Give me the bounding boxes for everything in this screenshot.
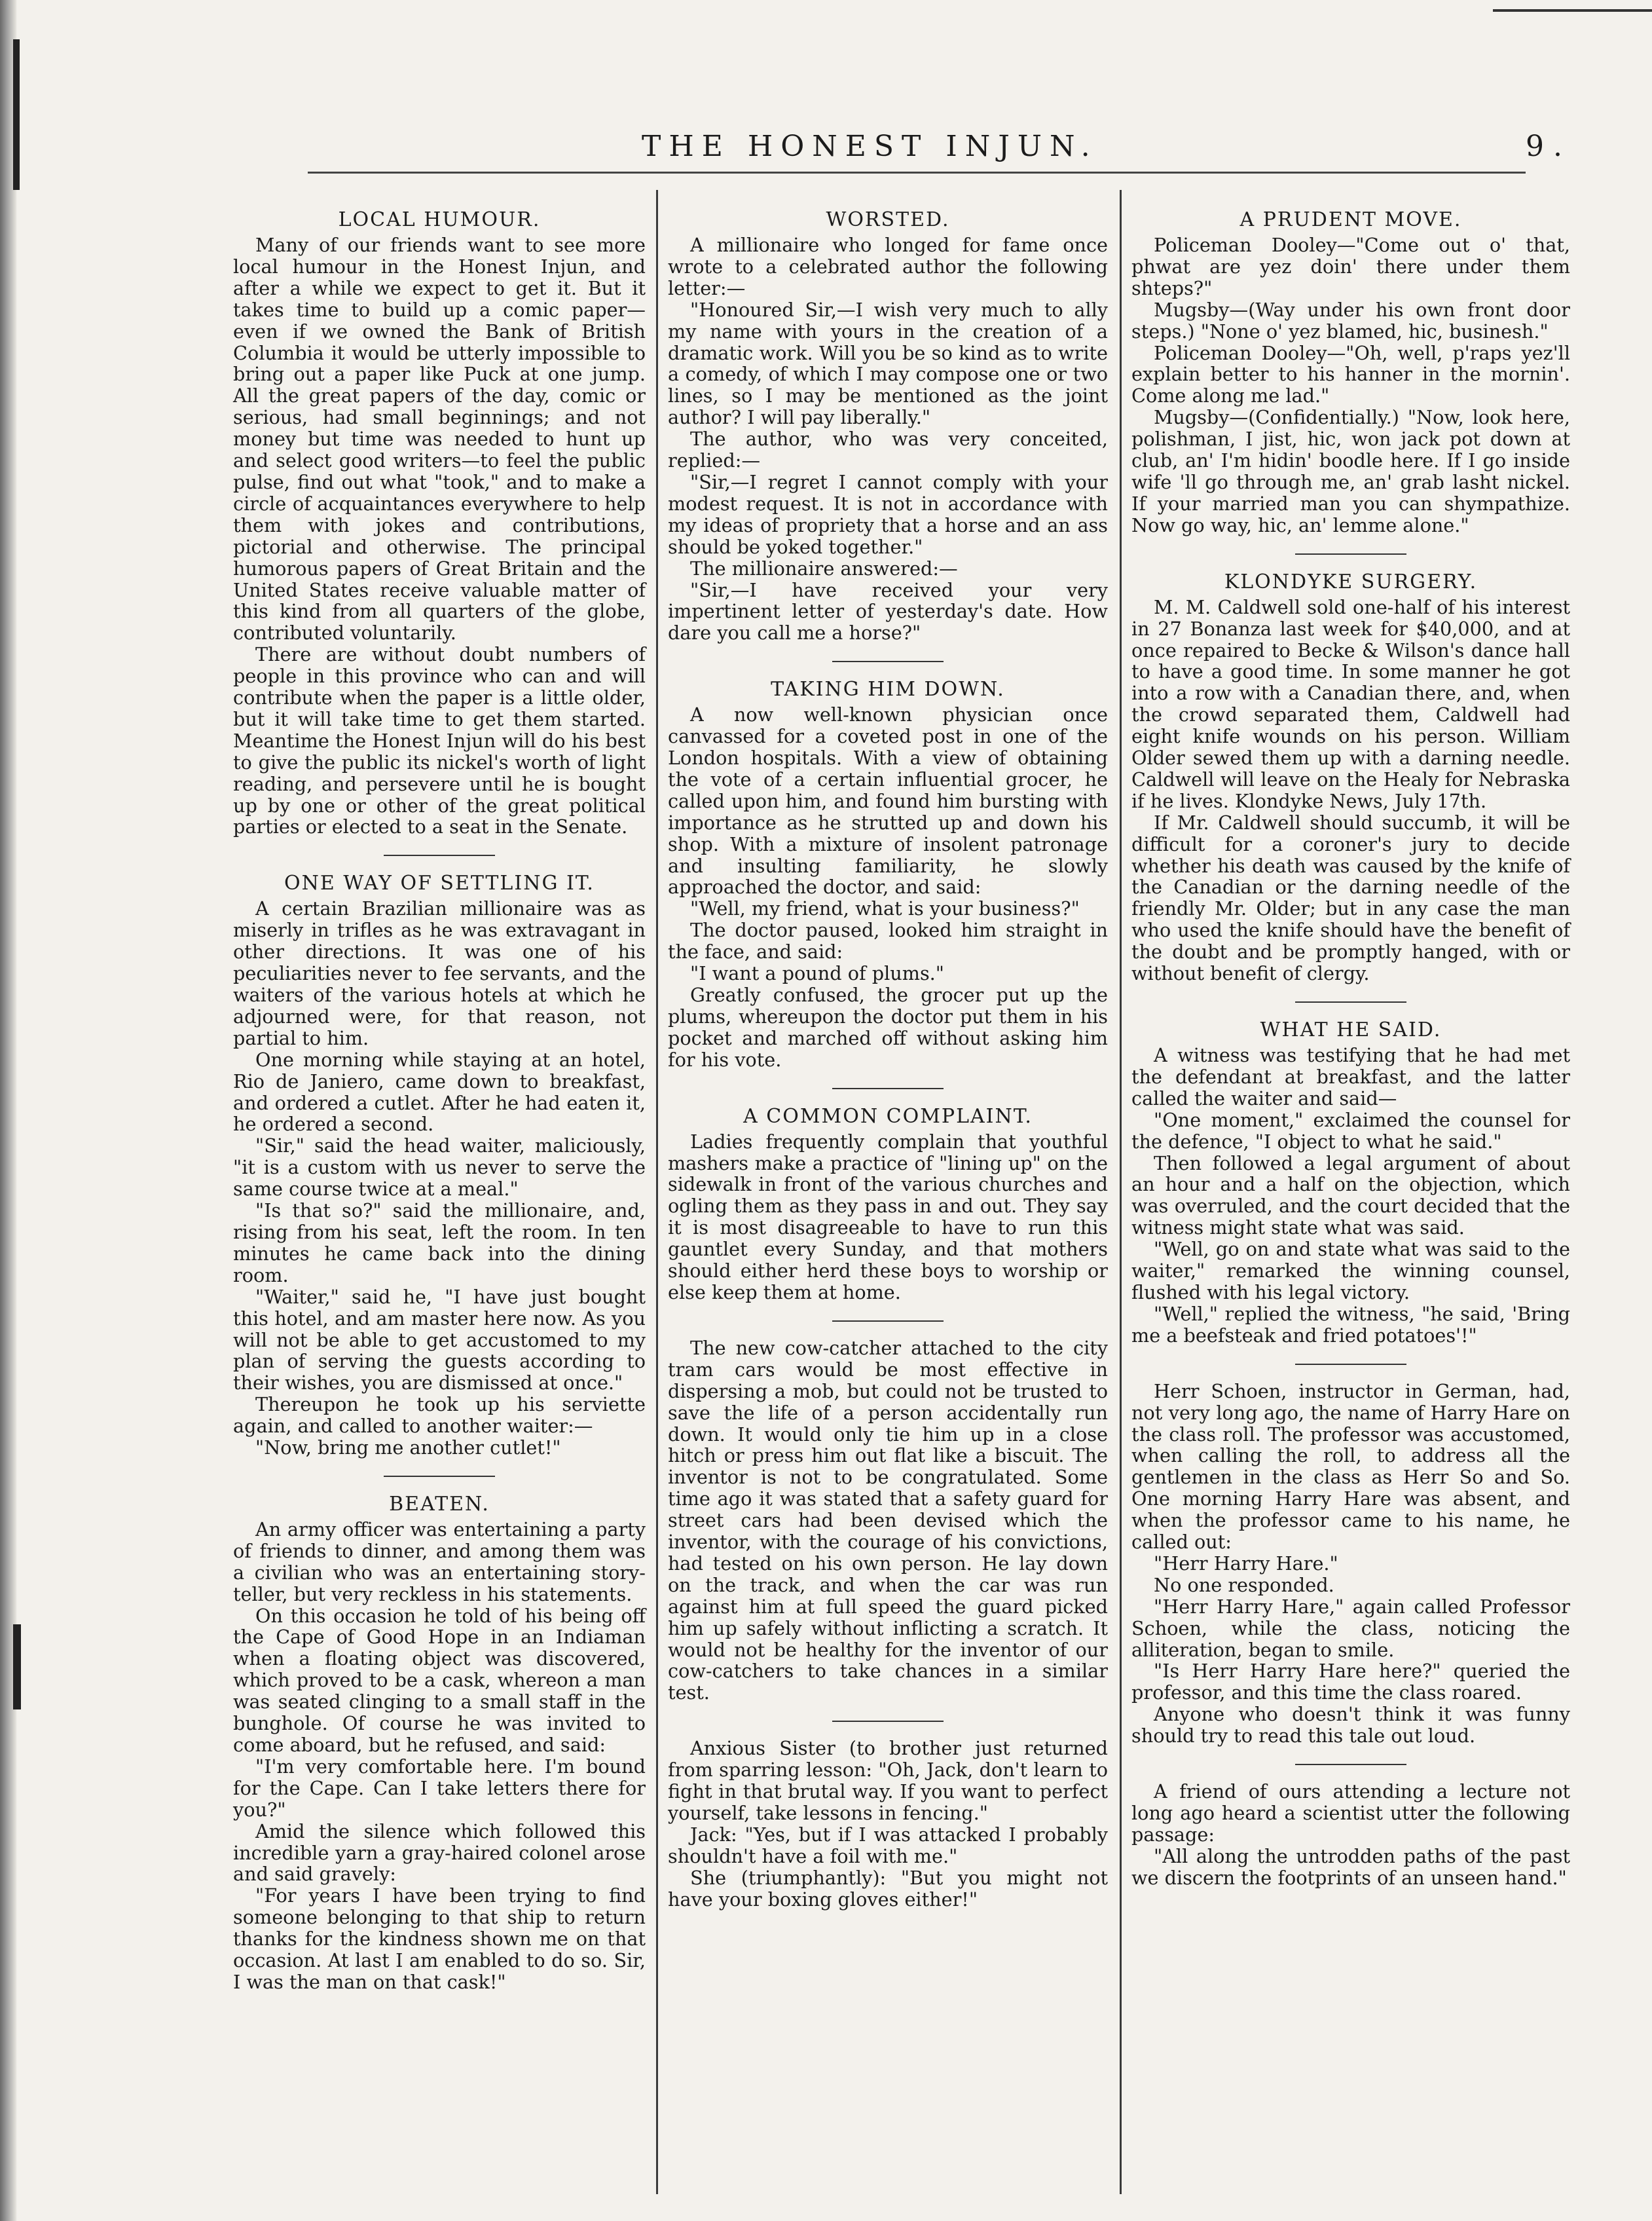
section-rule [1295,1001,1406,1003]
section-rule [832,1320,944,1322]
article-paragraph: A millionaire who longed for fame once wrote to a celebrated author the following letter:— [668,234,1108,299]
section-rule [1295,1764,1406,1765]
article-title: LOCAL HUMOUR. [338,208,541,231]
page-binding-edge [0,0,17,2221]
article-paragraph: The new cow-catcher attached to the city tram cars would be most effective in dispersing a mob, but could not be trusted to save the life of a person accidentally run down. It would only tie him up in a close hitch or press him out flat like a biscuit. The inventor is not to be congratulated. Some time ago it was stated that a safety guard for street cars had been devised which the inventor, with the courage of his convictions, had tested on his own person. He lay down on the track, and when the car was run against him at full speed the guard picked him up safely without inflicting a scratch. It would not be healthy for the inventor of our cow-catchers to take chances in a similar test. [668,1336,1108,1704]
article-paragraph: "Herr Harry Hare," again called Professor Schoen, while the class, noticing the alliteration, began to smile. [1131,1595,1570,1661]
article-paragraph: "For years I have been trying to find someone belonging to that ship to return thanks for the kindness shown me on that occasion. At last I am enabled to do so. Sir, I was the man on that cask!" [233,1884,646,1993]
article-paragraph: Policeman Dooley—"Oh, well, p'raps yez'll explain better to his hanner in the mornin'. Come along me lad." [1131,341,1570,407]
article-title: WHAT HE SAID. [1260,1018,1442,1041]
article-paragraph: "I'm very comfortable here. I'm bound for the Cape. Can I take letters there for you?" [233,1755,646,1821]
article-paragraph: "Sir,—I have received your very impertinent letter of yesterday's date. How dare you call me a horse?" [668,578,1108,644]
article-paragraph: Thereupon he took up his serviette again, and called to another waiter:— [233,1393,646,1438]
article-paragraph: M. M. Caldwell sold one-half of his interest in 27 Bonanza last week for $40,000, and at once repaired to Becke & Wilson's dance hall to have a good time. In some manner he got into a row with a Canadian there, and, when the crowd separated them, Caldwell had eight knife wounds on his person. William Older sewed them up with a darning needle. Caldwell will leave on the Healy for Nebraska if he lives. Klondyke News, July 17th. [1131,595,1570,812]
article-paragraph: Jack: "Yes, but if I was attacked I probably shouldn't have a foil with me." [668,1823,1108,1867]
masthead-title: THE HONEST INJUN. [642,130,1098,163]
article-paragraph: A now well-known physician once canvassed for a coveted post in one of the London hospitals. With a view of obtaining the vote of a certain influential grocer, he called upon him, and found him bursting with importance as he strutted up and down his shop. With a mixture of insolent patronage and insulting familiarity, he slowly approached the doctor, and said: [668,703,1108,899]
section-rule [1295,553,1406,555]
article-title: A COMMON COMPLAINT. [743,1104,1033,1128]
column-2 [668,208,1108,1911]
article-paragraph: Greatly confused, the grocer put up the plums, whereupon the doctor put them in his pocket and marched off without asking him for his vote. [668,984,1108,1071]
article-paragraph: Anxious Sister (to brother just returned from sparring lesson: "Oh, Jack, don't learn to fight in that brutal way. If you want to perfect yourself, take lessons in fencing." [668,1737,1108,1824]
article-paragraph: A certain Brazilian millionaire was as miserly in trifles as he was extravagant in other directions. It was one of his peculiarities never to fee servants, and the waiters of the various hotels at which he adjourned were, for that reason, not partial to him. [233,897,646,1049]
article-paragraph: A witness was testifying that he had met the defendant at breakfast, and the latter called the waiter and said— [1131,1044,1570,1110]
article-paragraph: The doctor paused, looked him straight in the face, and said: [668,919,1108,963]
article-paragraph: The author, who was very conceited, replied:— [668,428,1108,472]
article-paragraph: On this occasion he told of his being off the Cape of Good Hope in an Indiaman when a floating object was discovered, which proved to be a cask, whereon a man was seated clinging to a small staff in the bunghole. Of course he was invited to come aboard, but he refused, and said: [233,1604,646,1756]
column-1 [233,208,646,1993]
article-paragraph: Policeman Dooley—"Come out o' that, phwat are yez doin' there under them shteps?" [1131,234,1570,299]
article-paragraph: "One moment," exclaimed the counsel for the defence, "I object to what he said." [1131,1108,1570,1153]
top-edge-rule [1493,9,1652,12]
article-paragraph: "Is that so?" said the millionaire, and, rising from his seat, left the room. In ten minutes he came back into the dining room. [233,1199,646,1286]
article-paragraph: The millionaire answered:— [690,557,958,580]
binding-mark [13,1624,21,1709]
article-paragraph: "Waiter," said he, "I have just bought this hotel, and am master here now. As you will not be able to get accustomed to my plan of serving the guests according to their wishes, you are dismissed at once." [233,1285,646,1394]
article-paragraph: "Now, bring me another cutlet!" [255,1436,561,1459]
article-title: KLONDYKE SURGERY. [1224,570,1478,593]
masthead-rule [308,172,1526,174]
article-paragraph: "All along the untrodden paths of the past we discern the footprints of an unseen hand." [1131,1844,1570,1889]
article-title: BEATEN. [389,1492,490,1516]
article-paragraph: She (triumphantly): "But you might not have your boxing gloves either!" [668,1866,1108,1911]
article-title: ONE WAY OF SETTLING IT. [284,872,595,895]
article-title: WORSTED. [826,208,950,231]
article-paragraph: "Sir,—I regret I cannot comply with your modest request. It is not in accordance with my ideas of propriety that a horse and an ass should be yoked together." [668,470,1108,558]
article-paragraph: There are without doubt numbers of people in this province who can and will contribute when the paper is a little older, but it will take time to get them started. Meantime the Honest Injun will do his best to give the public its nickel's worth of light reading, and persevere until he is bought up by one or other of the great political parties or elected to a seat in the Senate. [233,643,646,838]
article-paragraph: One morning while staying at an hotel, Rio de Janiero, came down to breakfast, and ordered a cutlet. After he had eaten it, he ordered a second. [233,1048,646,1136]
column-divider [656,190,658,2194]
article-paragraph: Amid the silence which followed this incredible yarn a gray-haired colonel arose and said gravely: [233,1820,646,1886]
article-paragraph: "Is Herr Harry Hare here?" queried the professor, and this time the class roared. [1131,1660,1570,1704]
section-rule [832,1721,944,1722]
article-paragraph: Mugsby—(Confidentially.) "Now, look here, polishman, I jist, hic, won jack pot down at club, an' I'm hidin' boodle here. If I go inside wife 'll go through me, an' grab lasht nickel. If your married man you can shympathize. Now go way, hic, an' lemme alone." [1131,406,1570,536]
section-rule [832,1088,944,1089]
article-paragraph: Anyone who doesn't think it was funny should try to read this tale out loud. [1131,1703,1570,1747]
article-paragraph: A friend of ours attending a lecture not long ago heard a scientist utter the following passage: [1131,1780,1570,1846]
article-paragraph: "Herr Harry Hare." [1154,1552,1338,1575]
article-paragraph: Then followed a legal argument of about an hour and a half on the objection, which was overruled, and the court decided that the witness might state what was said. [1131,1151,1570,1239]
article-paragraph: "Well, my friend, what is your business?" [690,897,1080,920]
section-rule [832,661,944,662]
article-paragraph: If Mr. Caldwell should succumb, it will be difficult for a coroner's jury to decide whether his death was caused by the knife of the Canadian or the darning needle of the friendly Mr. Older; but in any case the man who used the knife should have the benefit of the doubt and be promptly hanged, with or without benefit of clergy. [1131,811,1570,985]
article-paragraph: "Sir," said the head waiter, maliciously, "it is a custom with us never to serve the same course twice at a meal." [233,1134,646,1201]
article-paragraph: Ladies frequently complain that youthful mashers make a practice of "lining up" on the sidewalk in front of the various churches and ogling them as they pass in and out. They say it is most disagreeable to have to run this gauntlet every Sunday, and that mothers should either herd these boys to worship or else keep them at home. [668,1130,1108,1303]
binding-mark [13,39,20,190]
page-number: 9 . [1526,130,1562,163]
section-rule [384,1476,495,1477]
article-paragraph: Many of our friends want to see more local humour in the Honest Injun, and after a while we expect to get it. But it takes time to build up a comic paper—even if we owned the Bank of British Columbia it would be utterly impossible to bring out a paper like Puck at one jump. All the great papers of the day, comic or serious, had small beginnings; and not money but time was needed to hunt up and select good writers—to feel the public pulse, find out what "took," and to make a circle of acquaintances everywhere to help them with jokes and contributions, pictorial and otherwise. The principal humorous papers of Great Britain and the United States receive valuable matter of this kind from all quarters of the globe, contributed voluntarily. [233,234,646,644]
article-paragraph: Herr Schoen, instructor in German, had, not very long ago, the name of Harry Hare on the class roll. The professor was accustomed, when calling the roll, to address all the gentlemen in the class as Herr So and So. One morning Harry Hare was absent, and when the professor came to his name, he called out: [1131,1379,1570,1554]
column-3 [1131,208,1570,1889]
section-rule [1295,1364,1406,1365]
article-paragraph: An army officer was entertaining a party of friends to dinner, and among them was a civilian who was an entertaining story-teller, but very reckless in his statements. [233,1518,646,1605]
article-paragraph: "Honoured Sir,—I wish very much to ally my name with yours in the creation of a dramatic work. Will you be so kind as to write a comedy, of which I may compose one or two lines, so I may be mentioned as the joint author? I will pay liberally." [668,298,1108,429]
article-paragraph: "I want a pound of plums." [690,962,944,985]
article-title: A PRUDENT MOVE. [1239,208,1462,231]
section-rule [384,855,495,856]
article-paragraph: No one responded. [1154,1573,1334,1596]
column-divider [1120,190,1122,2194]
article-paragraph: Mugsby—(Way under his own front door steps.) "None o' yez blamed, hic, businesh." [1131,298,1570,343]
article-paragraph: "Well, go on and state what was said to the waiter," remarked the winning counsel, flushed with his legal victory. [1131,1238,1570,1303]
article-paragraph: "Well," replied the witness, "he said, 'Bring me a beefsteak and fried potatoes'!" [1131,1302,1570,1347]
article-title: TAKING HIM DOWN. [771,678,1005,701]
